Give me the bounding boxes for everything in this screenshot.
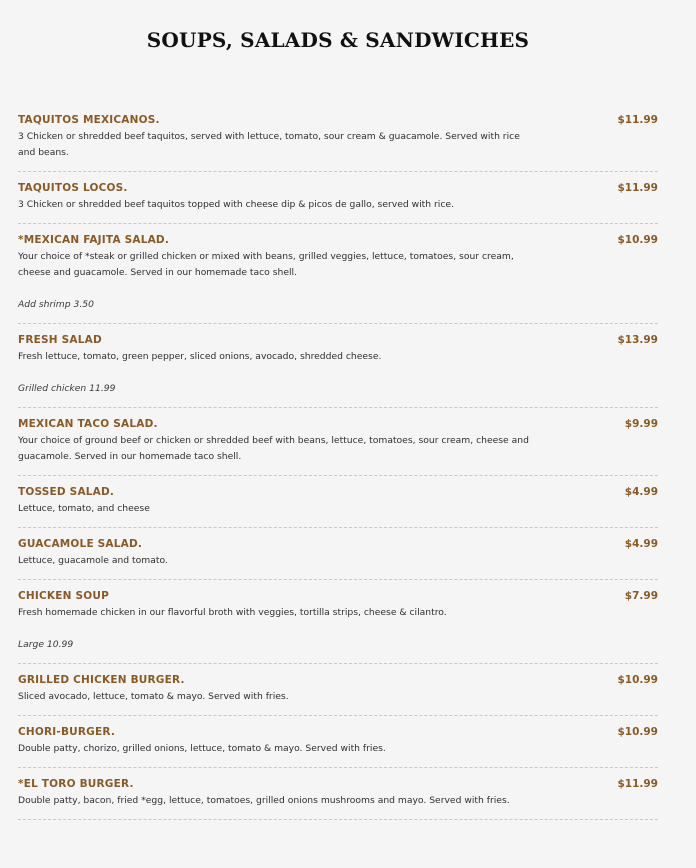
item-price: $13.99 xyxy=(617,334,658,346)
item-price: $4.99 xyxy=(624,486,658,498)
menu-item xyxy=(18,664,658,716)
menu-list xyxy=(18,106,658,820)
item-description: Fresh homemade chicken in our flavorful broth with veggies, tortilla strips, cheese & cilantro. xyxy=(18,607,447,618)
menu-item xyxy=(18,172,658,224)
menu-item xyxy=(18,408,658,476)
item-price: $9.99 xyxy=(624,418,658,430)
item-name: CHICKEN SOUP xyxy=(18,590,109,602)
item-description: Your choice of *steak or grilled chicken or mixed with beans, grilled veggies, lettuce, tomatoes, sour cream, cheese and guacamole. Served in our homemade taco shell. xyxy=(18,251,514,278)
item-description: Fresh lettuce, tomato, green pepper, sliced onions, avocado, shredded cheese. xyxy=(18,351,382,362)
item-description: Your choice of ground beef or chicken or shredded beef with beans, lettuce, tomatoes, sour cream, cheese and guacamole. Served in our homemade taco shell. xyxy=(18,435,529,462)
item-price: $4.99 xyxy=(624,538,658,550)
item-name: *EL TORO BURGER. xyxy=(18,778,134,790)
item-price: $7.99 xyxy=(624,590,658,602)
item-description: Double patty, chorizo, grilled onions, lettuce, tomato & mayo. Served with fries. xyxy=(18,743,386,754)
menu-item xyxy=(18,106,658,172)
item-description: 3 Chicken or shredded beef taquitos, served with lettuce, tomato, sour cream & guacamole. Served with rice and beans. xyxy=(18,131,520,158)
item-name: TOSSED SALAD. xyxy=(18,486,115,498)
item-price: $10.99 xyxy=(617,726,658,738)
menu-item xyxy=(18,768,658,820)
item-name: TAQUITOS MEXICANOS. xyxy=(18,114,160,126)
item-description: Lettuce, guacamole and tomato. xyxy=(18,555,168,566)
item-description: Double patty, bacon, fried *egg, lettuce, tomatoes, grilled onions mushrooms and mayo. Served with fries. xyxy=(18,795,510,806)
item-note: Large 10.99 xyxy=(18,639,74,650)
item-name: FRESH SALAD xyxy=(18,334,102,346)
item-name: CHORI-BURGER. xyxy=(18,726,116,738)
item-price: $10.99 xyxy=(617,674,658,686)
item-price: $11.99 xyxy=(617,114,658,126)
item-note: Add shrimp 3.50 xyxy=(18,299,94,310)
menu-item xyxy=(18,528,658,580)
menu-item xyxy=(18,324,658,408)
item-description: 3 Chicken or shredded beef taquitos topped with cheese dip & picos de gallo, served with rice. xyxy=(18,199,454,210)
item-price: $11.99 xyxy=(617,182,658,194)
item-name: TAQUITOS LOCOS. xyxy=(18,182,128,194)
item-price: $10.99 xyxy=(617,234,658,246)
item-name: *MEXICAN FAJITA SALAD. xyxy=(18,234,170,246)
menu-item xyxy=(18,476,658,528)
menu-item xyxy=(18,716,658,768)
item-name: GUACAMOLE SALAD. xyxy=(18,538,143,550)
item-description: Sliced avocado, lettuce, tomato & mayo. Served with fries. xyxy=(18,691,289,702)
item-name: MEXICAN TACO SALAD. xyxy=(18,418,158,430)
menu-item xyxy=(18,580,658,664)
item-price: $11.99 xyxy=(617,778,658,790)
item-description: Lettuce, tomato, and cheese xyxy=(18,503,150,514)
item-note: Grilled chicken 11.99 xyxy=(18,383,116,394)
menu-item xyxy=(18,224,658,324)
item-name: GRILLED CHICKEN BURGER. xyxy=(18,674,185,686)
page-title: SOUPS, SALADS & SANDWICHES xyxy=(146,28,530,52)
